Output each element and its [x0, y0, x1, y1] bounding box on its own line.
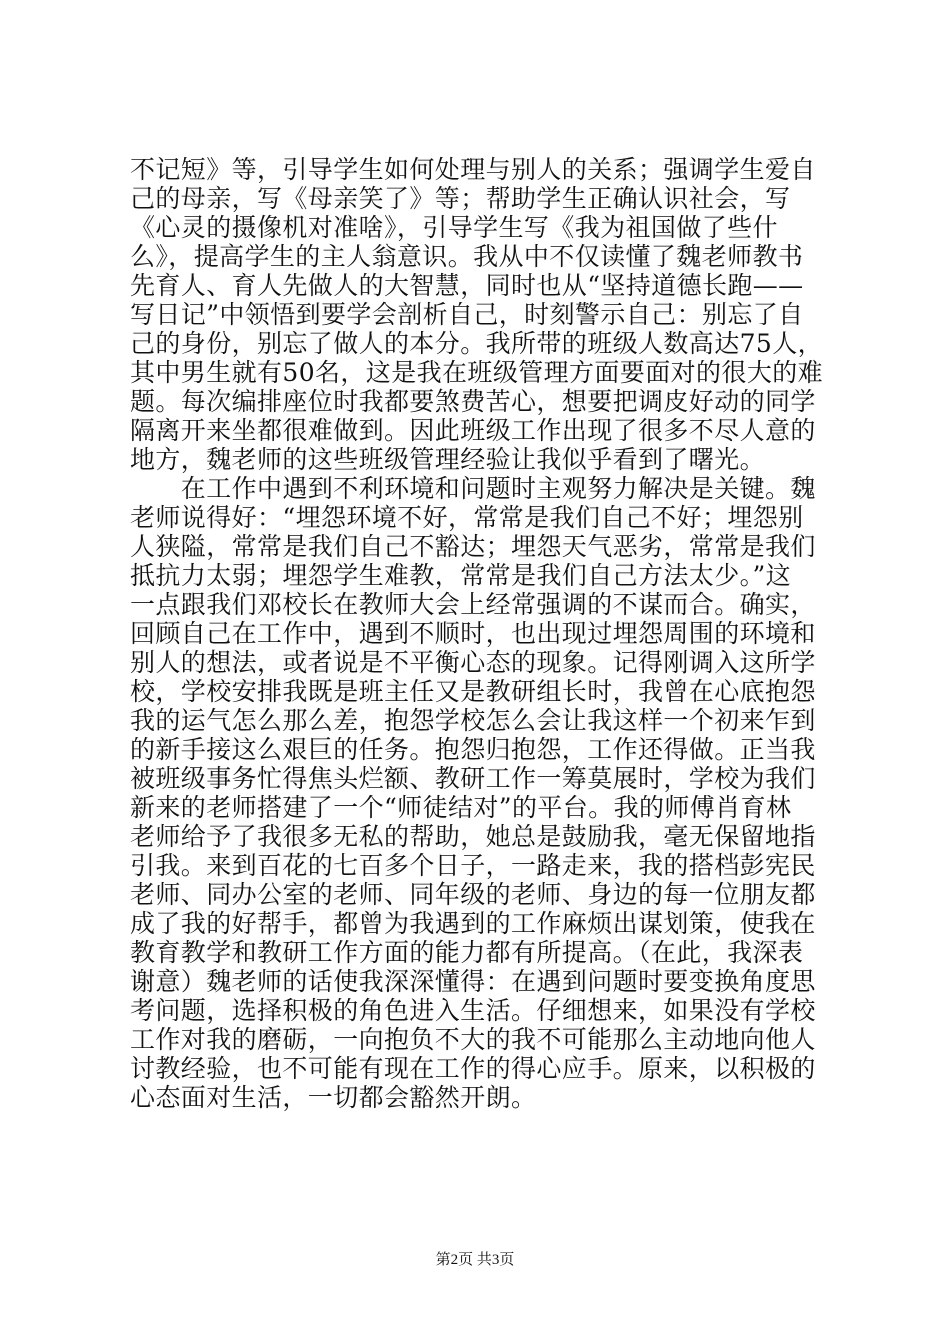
- text-line: 心态面对生活，一切都会豁然开朗。: [130, 1083, 537, 1112]
- text-line: 己的母亲，写《母亲笑了》等；帮助学生正确认识社会，写: [130, 184, 791, 213]
- paragraph-1: [130, 155, 830, 474]
- text-line: 抵抗力太弱；埋怨学生难教，常常是我们自己方法太少。”这: [130, 561, 792, 590]
- text-line: 地方，魏老师的这些班级管理经验让我似乎看到了曙光。: [130, 445, 766, 474]
- text-line: 成了我的好帮手，都曾为我遇到的工作麻烦出谋划策，使我在: [130, 909, 816, 938]
- text-line: 谢意）魏老师的话使我深深懂得：在遇到问题时要变换角度思: [130, 967, 816, 996]
- text-line: 引我。来到百花的七百多个日子，一路走来，我的搭档彭宪民: [130, 851, 816, 880]
- text-line: 在工作中遇到不利环境和问题时主观努力解决是关键。魏: [130, 474, 816, 503]
- text-line: 先育人、育人先做人的大智慧，同时也从“坚持道德长跑——: [130, 271, 804, 300]
- text-line: 别人的想法，或者说是不平衡心态的现象。记得刚调入这所学: [130, 648, 816, 677]
- text-line: 一点跟我们邓校长在教师大会上经常强调的不谋而合。确实，: [130, 590, 816, 619]
- text-line: 老师给予了我很多无私的帮助，她总是鼓励我，毫无保留地指: [130, 822, 816, 851]
- text-line: 我的运气怎么那么差，抱怨学校怎么会让我这样一个初来乍到: [130, 706, 816, 735]
- document-body: [130, 155, 830, 1112]
- text-line: 人狭隘，常常是我们自己不豁达；埋怨天气恶劣，常常是我们: [130, 532, 816, 561]
- text-line: 讨教经验，也不可能有现在工作的得心应手。原来，以积极的: [130, 1054, 816, 1083]
- text-line: 被班级事务忙得焦头烂额、教研工作一筹莫展时，学校为我们: [130, 764, 816, 793]
- text-line: 己的身份，别忘了做人的本分。我所带的班级人数高达75人，: [130, 329, 824, 358]
- text-line: 考问题，选择积极的角色进入生活。仔细想来，如果没有学校: [130, 996, 816, 1025]
- text-line: 其中男生就有50名，这是我在班级管理方面要面对的很大的难: [130, 358, 824, 387]
- page-number-footer: 第2页 共3页: [435, 1252, 515, 1268]
- text-line: 《心灵的摄像机对准啥》，引导学生写《我为祖国做了些什: [130, 213, 778, 242]
- text-line: 的新手接这么艰巨的任务。抱怨归抱怨，工作还得做。正当我: [130, 735, 816, 764]
- text-line: 隔离开来坐都很难做到。因此班级工作出现了很多不尽人意的: [130, 416, 816, 445]
- text-line: 工作对我的磨砺，一向抱负不大的我不可能那么主动地向他人: [130, 1025, 816, 1054]
- text-line: 写日记”中领悟到要学会剖析自己，时刻警示自己：别忘了自: [130, 300, 804, 329]
- text-line: 老师、同办公室的老师、同年级的老师、身边的每一位朋友都: [130, 880, 816, 909]
- text-line: 回顾自己在工作中，遇到不顺时，也出现过埋怨周围的环境和: [130, 619, 816, 648]
- text-line: 题。每次编排座位时我都要煞费苦心，想要把调皮好动的同学: [130, 387, 816, 416]
- text-line: 教育教学和教研工作方面的能力都有所提高。（在此，我深表: [130, 938, 804, 967]
- paragraph-2: [130, 474, 830, 1112]
- text-line: 不记短》等，引导学生如何处理与别人的关系；强调学生爱自: [130, 155, 816, 184]
- text-line: 校，学校安排我既是班主任又是教研组长时，我曾在心底抱怨: [130, 677, 816, 706]
- text-line: 么》，提高学生的主人翁意识。我从中不仅读懂了魏老师教书: [130, 242, 804, 271]
- text-line: 老师说得好：“埋怨环境不好，常常是我们自己不好；埋怨别: [130, 503, 804, 532]
- text-line: 新来的老师搭建了一个“师徒结对”的平台。我的师傅肖育林: [130, 793, 792, 822]
